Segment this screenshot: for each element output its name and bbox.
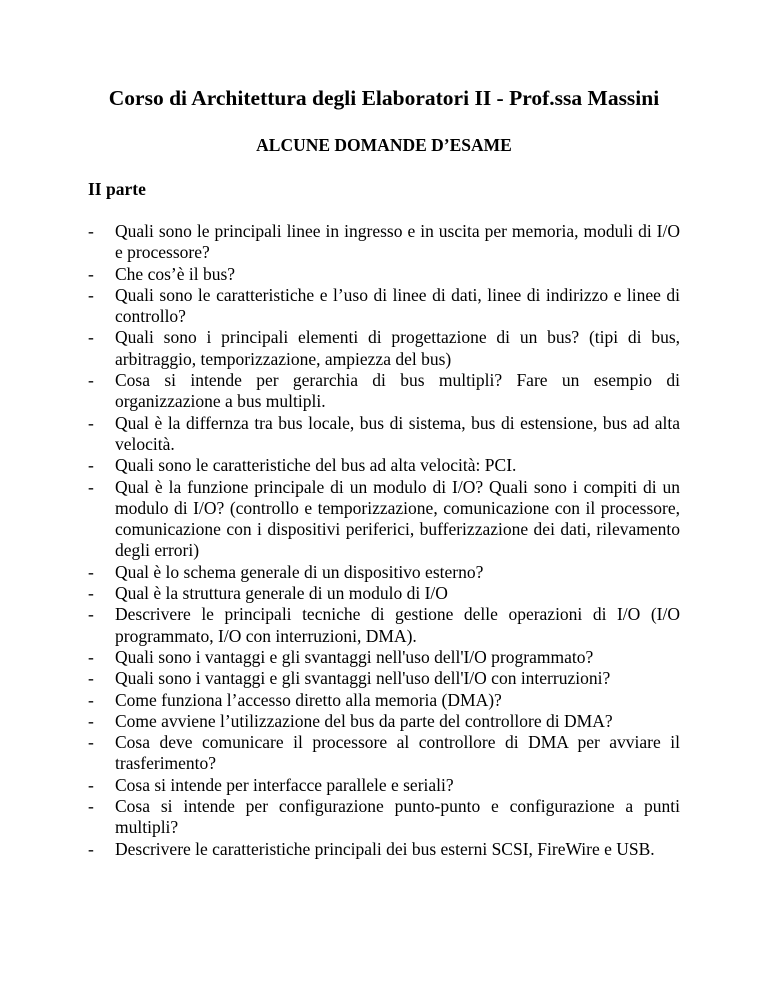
- list-bullet: -: [88, 646, 94, 667]
- question-text: Quali sono le caratteristiche e l’uso di linee di dati, linee di indirizzo e linee di controllo?: [115, 284, 680, 327]
- list-bullet: -: [88, 476, 94, 497]
- question-text: Che cos’è il bus?: [115, 263, 236, 284]
- document-subtitle: ALCUNE DOMANDE D’ESAME: [256, 135, 512, 155]
- list-bullet: -: [88, 710, 94, 731]
- list-bullet: -: [88, 583, 94, 604]
- question-text: Qual è la differnza tra bus locale, bus di sistema, bus di estensione, bus ad alta velocità.: [115, 412, 680, 454]
- question-item: [88, 647, 680, 668]
- question-item: [88, 668, 680, 689]
- question-item: [88, 285, 680, 328]
- question-text: Cosa si intende per interfacce parallele e seriali?: [115, 774, 454, 795]
- question-text: Descrivere le principali tecniche di gestione delle operazioni di I/O (I/O programmato, I/O con interruzioni, DMA).: [115, 604, 680, 646]
- question-text: Descrivere le caratteristiche principali dei bus esterni SCSI, FireWire e USB.: [115, 838, 655, 859]
- question-item: [88, 455, 680, 476]
- question-item: [88, 796, 680, 839]
- list-bullet: -: [88, 561, 94, 582]
- question-text: Quali sono le caratteristiche del bus ad alta velocità: PCI.: [115, 455, 517, 476]
- question-item: [88, 775, 680, 796]
- question-text: Qual è la funzione principale di un modulo di I/O? Quali sono i compiti di un modulo di I/O? (controllo e temporizzazione, comunicazione con il processore, comunicazione con i dispositivi periferici, bufferizzazione dei dati, rilevamento degli errori): [115, 476, 680, 561]
- question-list: [88, 221, 680, 860]
- list-bullet: -: [88, 668, 94, 689]
- question-text: Cosa deve comunicare il processore al controllore di DMA per avviare il trasferimento?: [115, 732, 680, 774]
- list-bullet: -: [88, 221, 94, 241]
- question-text: Come funziona l’accesso diretto alla memoria (DMA)?: [115, 689, 502, 710]
- question-item: [88, 264, 680, 285]
- list-bullet: -: [88, 774, 94, 795]
- list-bullet: -: [88, 796, 94, 817]
- question-item: [88, 562, 680, 583]
- question-item: [88, 732, 680, 775]
- section-heading: II parte: [88, 179, 146, 199]
- list-bullet: -: [88, 455, 94, 476]
- question-text: Qual è lo schema generale di un dispositivo esterno?: [115, 561, 484, 582]
- document-title: Corso di Architettura degli Elaboratori II - Prof.ssa Massini: [108, 86, 660, 110]
- question-text: Quali sono i vantaggi e gli svantaggi nell'uso dell'I/O programmato?: [115, 646, 594, 667]
- list-bullet: -: [88, 327, 94, 348]
- question-text: Come avviene l’utilizzazione del bus da parte del controllore di DMA?: [115, 710, 613, 731]
- list-bullet: -: [88, 732, 94, 753]
- question-item: [88, 477, 680, 562]
- question-item: [88, 711, 680, 732]
- list-bullet: -: [88, 412, 94, 433]
- question-text: Cosa si intende per configurazione punto-punto e configurazione a punti multipli?: [115, 796, 680, 838]
- question-text: Cosa si intende per gerarchia di bus multipli? Fare un esempio di organizzazione a bus multipli.: [115, 370, 680, 412]
- question-item: [88, 327, 680, 370]
- list-bullet: -: [88, 284, 94, 305]
- question-text: Qual è la struttura generale di un modulo di I/O: [115, 583, 448, 604]
- question-item: [88, 690, 680, 711]
- list-bullet: -: [88, 838, 94, 859]
- question-text: Quali sono i vantaggi e gli svantaggi nell'uso dell'I/O con interruzioni?: [115, 668, 611, 689]
- question-item: [88, 583, 680, 604]
- list-bullet: -: [88, 263, 94, 284]
- list-bullet: -: [88, 370, 94, 391]
- list-bullet: -: [88, 689, 94, 710]
- question-item: [88, 370, 680, 413]
- question-text: Quali sono le principali linee in ingresso e in uscita per memoria, moduli di I/O e processore?: [115, 221, 680, 263]
- question-item: [88, 221, 680, 264]
- question-item: [88, 413, 680, 456]
- question-text: Quali sono i principali elementi di progettazione di un bus? (tipi di bus, arbitraggio, temporizzazione, ampiezza del bus): [115, 327, 680, 369]
- question-item: [88, 839, 680, 860]
- question-item: [88, 604, 680, 647]
- list-bullet: -: [88, 604, 94, 625]
